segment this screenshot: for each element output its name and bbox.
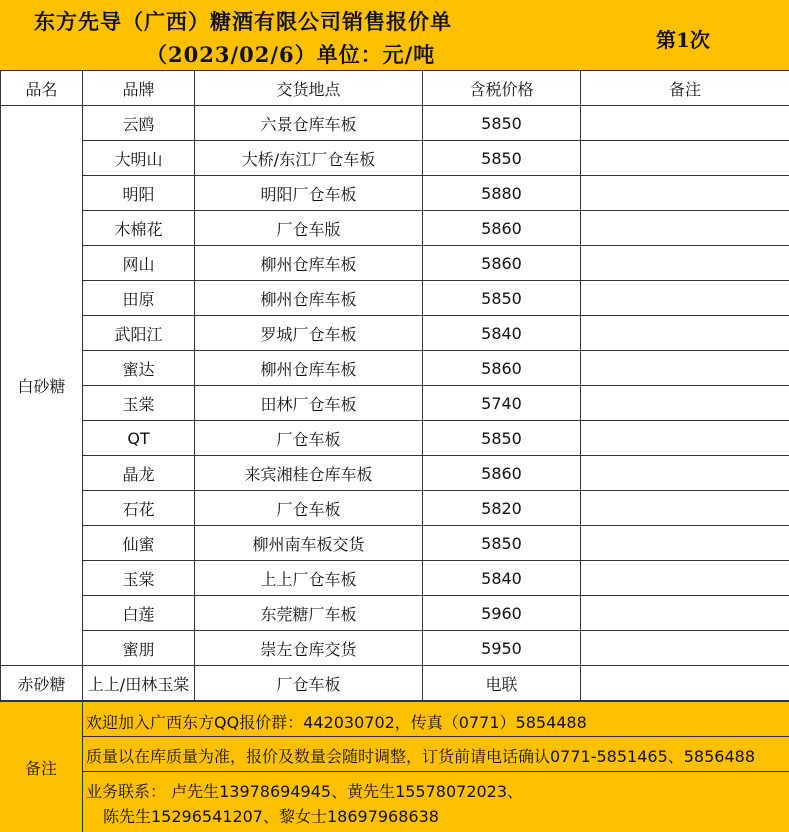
note-cell	[581, 596, 789, 631]
note-cell	[581, 106, 789, 141]
notes-section	[0, 701, 789, 832]
price-table	[0, 70, 789, 701]
price-cell: 5850	[423, 281, 581, 316]
notes-qq-group: 欢迎加入广西东方QQ报价群：442030702，传真（0771）5854488	[86, 710, 587, 733]
table-row	[1, 631, 789, 666]
brand-cell: 玉棠	[83, 561, 195, 596]
note-cell	[581, 491, 789, 526]
location-cell: 柳州仓库车板	[195, 246, 423, 281]
column-header-location: 交货地点	[195, 71, 423, 106]
brand-cell: 上上/田林玉棠	[83, 666, 195, 701]
brand-cell: 田原	[83, 281, 195, 316]
brand-cell: 云鸥	[83, 106, 195, 141]
price-cell: 5850	[423, 526, 581, 561]
table-row	[1, 106, 789, 141]
note-cell	[581, 666, 789, 701]
price-cell: 5850	[423, 421, 581, 456]
location-cell: 厂仓车版	[195, 211, 423, 246]
note-cell	[581, 456, 789, 491]
note-cell	[581, 316, 789, 351]
location-cell: 东莞糖厂车板	[195, 596, 423, 631]
brand-cell: 玉棠	[83, 386, 195, 421]
table-row	[1, 666, 789, 701]
table-row	[1, 141, 789, 176]
price-cell: 5740	[423, 386, 581, 421]
note-cell	[581, 421, 789, 456]
location-cell: 厂仓车板	[195, 491, 423, 526]
notes-divider	[82, 736, 789, 737]
column-header-brand: 品牌	[83, 71, 195, 106]
table-row	[1, 526, 789, 561]
price-cell: 电联	[423, 666, 581, 701]
brand-cell: 明阳	[83, 176, 195, 211]
table-row	[1, 316, 789, 351]
notes-divider	[82, 771, 789, 772]
category-red-sugar: 赤砂糖	[1, 666, 83, 701]
note-cell	[581, 526, 789, 561]
price-cell: 5860	[423, 351, 581, 386]
brand-cell: 仙蜜	[83, 526, 195, 561]
note-cell	[581, 386, 789, 421]
note-cell	[581, 351, 789, 386]
table-row	[1, 561, 789, 596]
table-row	[1, 281, 789, 316]
sheet-subtitle: （2023/02/6）单位：元/吨	[146, 39, 435, 69]
column-header-product: 品名	[1, 71, 83, 106]
price-cell: 5860	[423, 246, 581, 281]
table-header-row	[1, 71, 789, 106]
location-cell: 六景仓库车板	[195, 106, 423, 141]
note-cell	[581, 631, 789, 666]
table-row	[1, 456, 789, 491]
table-row	[1, 246, 789, 281]
location-cell: 来宾湘桂仓库车板	[195, 456, 423, 491]
location-cell: 厂仓车板	[195, 421, 423, 456]
price-cell: 5840	[423, 316, 581, 351]
note-cell	[581, 141, 789, 176]
price-cell: 5840	[423, 561, 581, 596]
price-cell: 5860	[423, 456, 581, 491]
price-cell: 5860	[423, 211, 581, 246]
table-row	[1, 386, 789, 421]
category-white-sugar: 白砂糖	[1, 106, 83, 666]
note-cell	[581, 561, 789, 596]
note-cell	[581, 211, 789, 246]
location-cell: 柳州仓库车板	[195, 351, 423, 386]
table-row	[1, 211, 789, 246]
location-cell: 田林厂仓车板	[195, 386, 423, 421]
price-cell: 5820	[423, 491, 581, 526]
price-cell: 5850	[423, 106, 581, 141]
notes-label: 备注	[0, 702, 83, 832]
location-cell: 明阳厂仓车板	[195, 176, 423, 211]
brand-cell: 晶龙	[83, 456, 195, 491]
brand-cell: QT	[83, 421, 195, 456]
brand-cell: 大明山	[83, 141, 195, 176]
notes-quality: 质量以在库质量为准，报价及数量会随时调整，订货前请电话确认0771-5851465、5856488	[86, 744, 755, 767]
table-row	[1, 421, 789, 456]
sheet-title: 东方先导（广西）糖酒有限公司销售报价单	[34, 6, 452, 36]
table-row	[1, 176, 789, 211]
location-cell: 厂仓车板	[195, 666, 423, 701]
location-cell: 柳州仓库车板	[195, 281, 423, 316]
price-cell: 5880	[423, 176, 581, 211]
issue-number: 第1次	[656, 24, 710, 53]
column-header-price: 含税价格	[423, 71, 581, 106]
notes-contacts: 业务联系： 卢先生13978694945、黄先生15578072023、	[86, 779, 523, 802]
sheet-header	[0, 0, 789, 71]
table-row	[1, 596, 789, 631]
brand-cell: 木棉花	[83, 211, 195, 246]
column-header-note: 备注	[581, 71, 789, 106]
location-cell: 崇左仓库交货	[195, 631, 423, 666]
brand-cell: 石花	[83, 491, 195, 526]
table-row	[1, 351, 789, 386]
brand-cell: 蜜朋	[83, 631, 195, 666]
note-cell	[581, 246, 789, 281]
note-cell	[581, 176, 789, 211]
price-cell: 5960	[423, 596, 581, 631]
brand-cell: 蜜达	[83, 351, 195, 386]
price-cell: 5850	[423, 141, 581, 176]
location-cell: 罗城厂仓车板	[195, 316, 423, 351]
table-row	[1, 491, 789, 526]
notes-contacts-cont: 陈先生15296541207、黎女士18697968638	[103, 804, 439, 827]
brand-cell: 武阳江	[83, 316, 195, 351]
note-cell	[581, 281, 789, 316]
location-cell: 大桥/东江厂仓车板	[195, 141, 423, 176]
location-cell: 柳州南车板交货	[195, 526, 423, 561]
location-cell: 上上厂仓车板	[195, 561, 423, 596]
brand-cell: 白莲	[83, 596, 195, 631]
price-cell: 5950	[423, 631, 581, 666]
brand-cell: 网山	[83, 246, 195, 281]
